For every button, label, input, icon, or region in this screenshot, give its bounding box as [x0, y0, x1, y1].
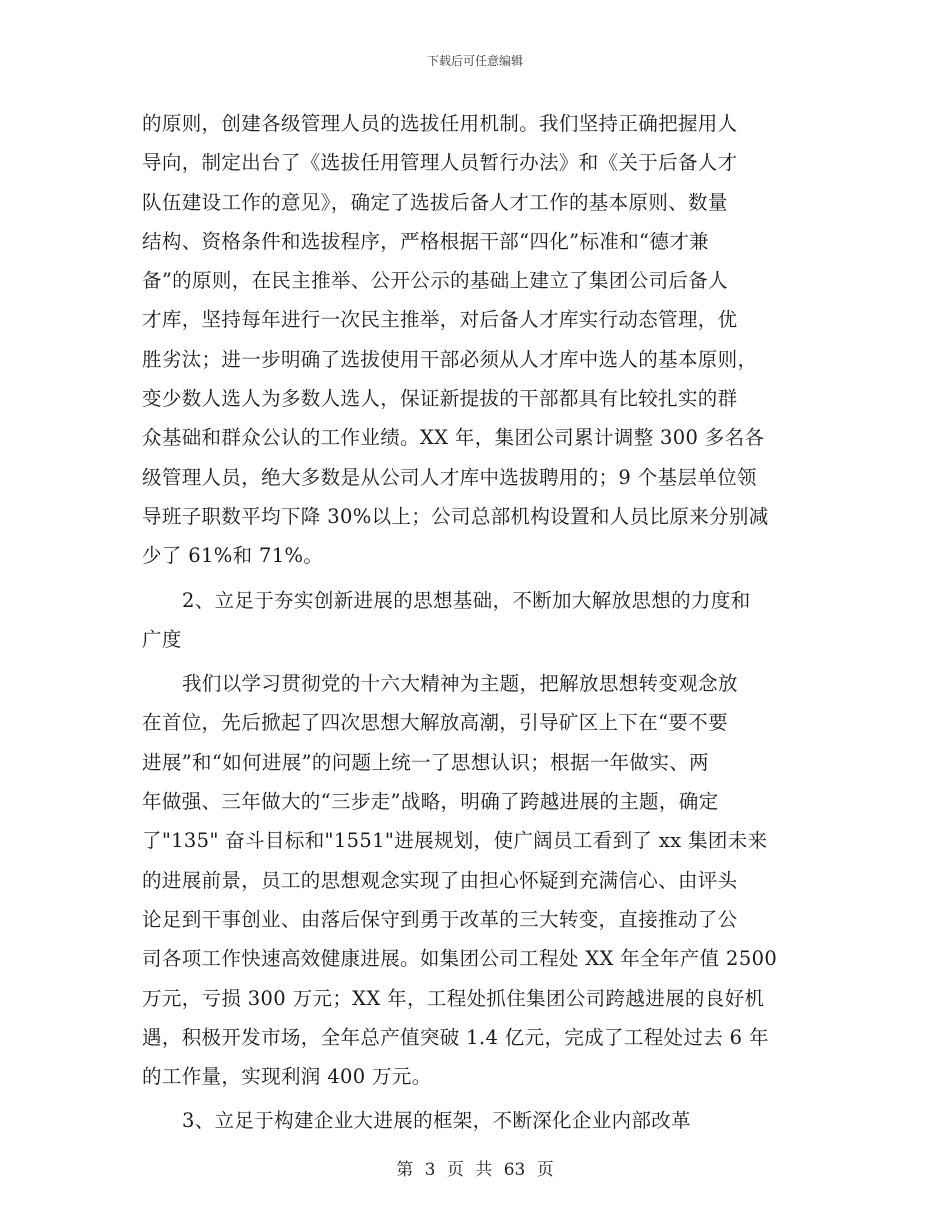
text-line: 我们以学习贯彻党的十六大精神为主题，把解放思想转变观念放	[182, 672, 738, 696]
text-line: 少了 61%和 71%。	[142, 544, 324, 568]
text-line: 2、立足于夯实创新进展的思想基础，不断加大解放思想的力度和	[182, 588, 751, 612]
text-line: 导班子职数平均下降 30%以上；公司总部机构设置和人员比原来分别减	[142, 504, 769, 528]
section-heading	[142, 581, 810, 660]
text-line: 的进展前景，员工的思想观念实现了由担心怀疑到充满信心、由评头	[142, 868, 738, 892]
text-line: 遇，积极开发市场，全年总产值突破 1.4 亿元，完成了工程处过去 6 年	[142, 1025, 769, 1049]
page-number: 第 3 页 共 63 页	[396, 1160, 554, 1180]
text-line: 胜劣汰；进一步明确了选拔使用干部必须从人才库中选人的基本原则，	[142, 347, 758, 371]
text-line: 才库，坚持每年进行一次民主推举，对后备人才库实行动态管理，优	[142, 308, 738, 332]
text-line: 备”的原则，在民主推举、公开公示的基础上建立了集团公司后备人	[142, 269, 728, 293]
text-line: 队伍建设工作的意见》，确定了选拔后备人才工作的基本原则、数量	[142, 190, 728, 214]
text-line: 在首位，先后掀起了四次思想大解放高潮，引导矿区上下在“要不要	[142, 711, 728, 735]
text-line: 了"135" 奋斗目标和"1551"进展规划，使广阔员工看到了 xx 集团未来	[142, 829, 768, 853]
paragraph	[142, 664, 810, 1096]
text-line: 年做强、三年做大的“三步走”战略，明确了跨越进展的主题，确定	[142, 790, 719, 814]
text-line: 进展”和“如何进展”的问题上统一了思想认识；根据一年做实、两	[142, 750, 709, 774]
text-line: 导向，制定出台了《选拔任用管理人员暂行办法》和《关于后备人才	[142, 151, 738, 175]
document-body	[142, 104, 810, 1141]
section-heading	[142, 1101, 810, 1140]
text-line: 的原则，创建各级管理人员的选拔任用机制。我们坚持正确把握用人	[142, 112, 738, 135]
text-line: 变少数人选人为多数人选人，保证新提拔的干部都具有比较扎实的群	[142, 387, 738, 411]
paragraph	[142, 104, 810, 576]
text-line: 论足到干事创业、由落后保守到勇于改革的三大转变，直接推动了公	[142, 907, 738, 931]
text-line: 万元，亏损 300 万元；XX 年，工程处抓住集团公司跨越进展的良好机	[142, 986, 765, 1010]
text-line: 司各项工作快速高效健康进展。如集团公司工程处 XX 年全年产值 2500	[142, 947, 778, 971]
text-line: 级管理人员，绝大多数是从公司人才库中选拔聘用的；9 个基层单位领	[142, 465, 757, 489]
text-line: 3、立足于构建企业大进展的框架，不断深化企业内部改革	[182, 1109, 692, 1133]
text-line: 的工作量，实现利润 400 万元。	[142, 1065, 432, 1089]
text-line: 广度	[142, 627, 182, 651]
text-line: 结构、资格条件和选拔程序，严格根据干部“四化”标准和“德才兼	[142, 229, 709, 253]
page-header: 下载后可任意编辑	[426, 54, 523, 68]
text-line: 众基础和群众公认的工作业绩。XX 年，集团公司累计调整 300 多名各	[142, 426, 765, 450]
